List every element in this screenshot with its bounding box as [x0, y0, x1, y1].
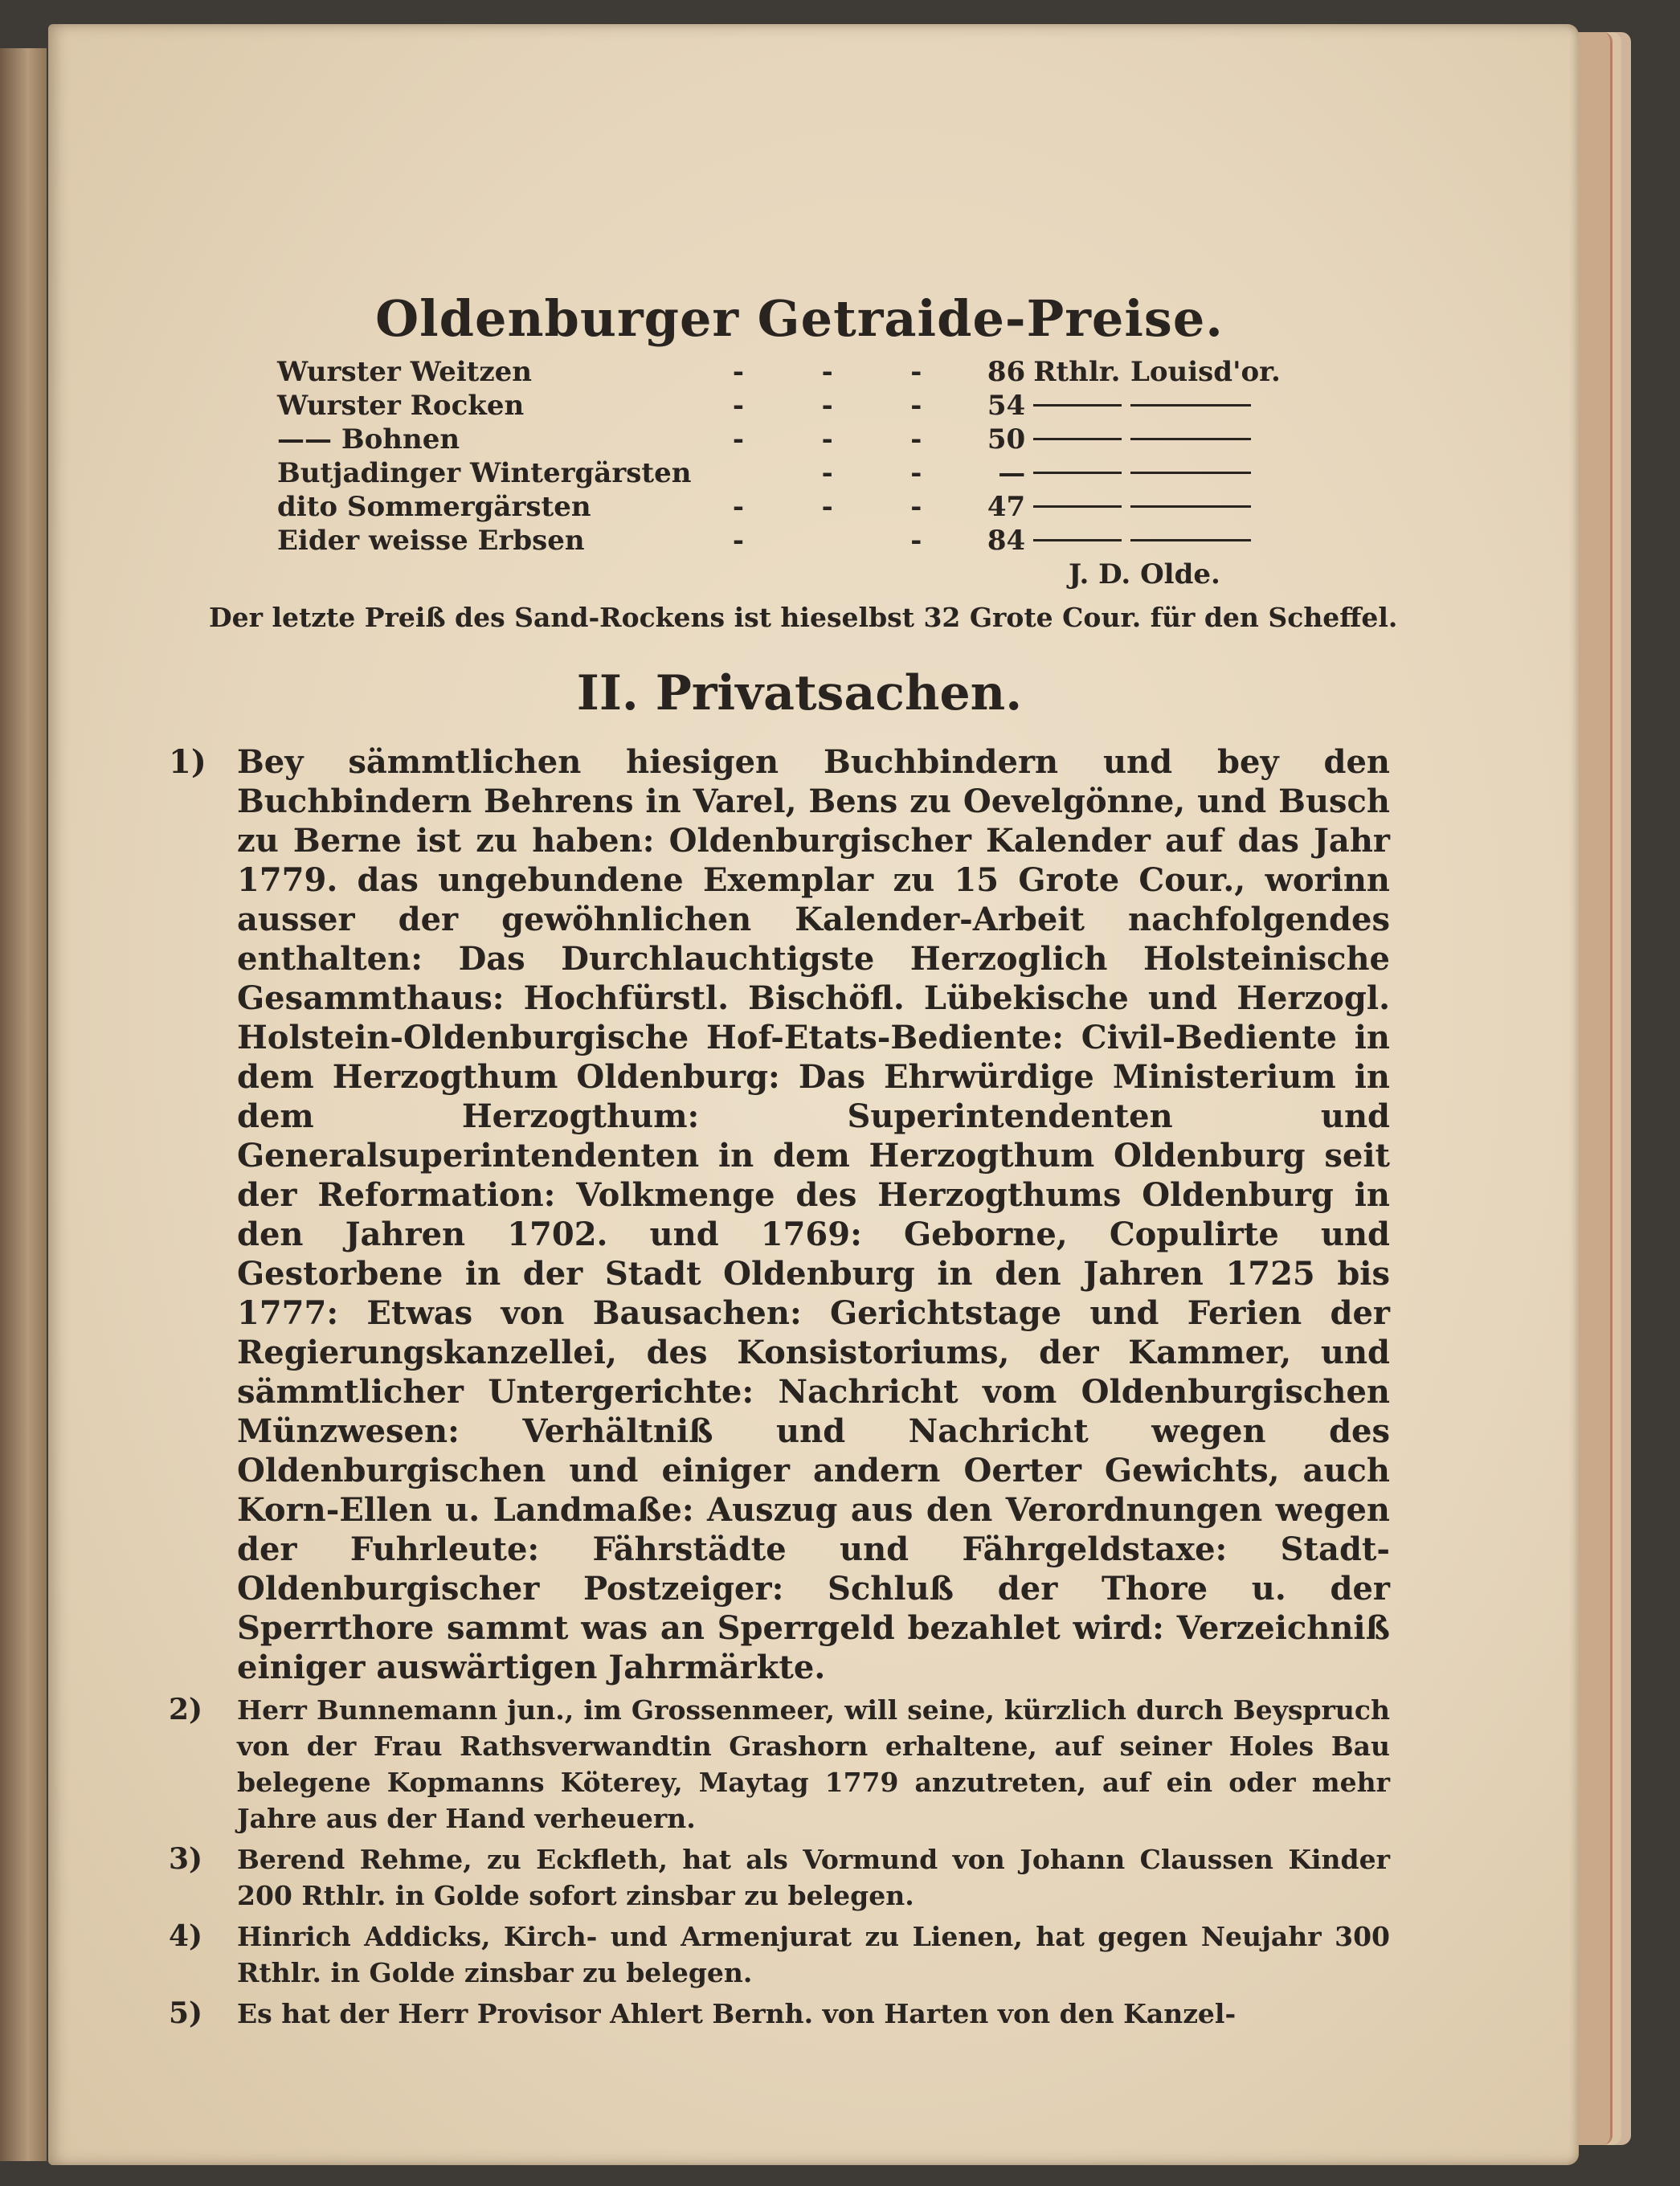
grain-name: Wurster Weitzen: [277, 356, 532, 388]
entry-number: 5): [169, 1996, 203, 2030]
grain-name: Wurster Rocken: [277, 390, 525, 422]
grain-name: Butjadinger Wintergärsten: [277, 457, 692, 489]
ditto-dash: -: [821, 390, 833, 422]
entries-list: [169, 742, 1390, 2032]
grain-name: Eider weisse Erbsen: [277, 525, 585, 557]
coin-unit: [1130, 523, 1281, 557]
price-value: 54: [987, 390, 1026, 422]
page-stack-edge: [1575, 32, 1613, 2145]
coin-unit: [1130, 489, 1281, 523]
price-row: [277, 354, 1281, 388]
ditto-dash: [783, 523, 872, 557]
price-heading: Oldenburger Getraide-Preise.: [375, 289, 1224, 348]
ditto-dash: -: [910, 491, 922, 523]
price-row: [277, 422, 1281, 456]
entry-number: 4): [169, 1919, 203, 1953]
entry-number: 1): [169, 743, 206, 781]
ditto-dash: -: [910, 423, 922, 456]
ditto-dash: -: [910, 525, 922, 557]
ditto-dash: -: [910, 457, 922, 489]
coin-unit: Louisd'or.: [1130, 356, 1281, 388]
price-row: [277, 489, 1281, 523]
facing-page-edge: [0, 48, 47, 2161]
entry-text: Hinrich Addicks, Kirch- und Armenjurat zu Lienen, hat gegen Neujahr 300 Rthlr. in Golde zinsbar zu belegen.: [237, 1921, 1390, 1988]
entry-item: [169, 742, 1390, 1687]
entry-text: Herr Bunnemann jun., im Grossenmeer, will seine, kürzlich durch Beyspruch von der Frau Rathsverwandtin Grashorn erhaltene, auf seiner Holes Bau belegene Kopmanns Köterey, Maytag 1779 anzutreten, auf ein oder mehr Jahre aus der Hand verheuern.: [237, 1694, 1390, 1834]
price-value: 86: [987, 356, 1026, 388]
rye-price-note: Der letzte Preiß des Sand-Rockens ist hieselbst 32 Grote Cour. für den Scheffel.: [209, 602, 1398, 633]
currency-unit: [1033, 489, 1130, 523]
ditto-dash: -: [821, 457, 833, 489]
ditto-line: [1130, 438, 1251, 440]
ditto-dash: -: [910, 390, 922, 422]
price-value: —: [998, 457, 1026, 489]
document-page: [48, 24, 1579, 2165]
ditto-dash: -: [732, 356, 745, 388]
ditto-dash: -: [821, 356, 833, 388]
currency-unit: [1033, 388, 1130, 422]
ditto-line: [1033, 505, 1122, 508]
ditto-line: [1033, 539, 1122, 541]
ditto-line: [1033, 438, 1122, 440]
ditto-line: [1130, 472, 1251, 474]
ditto-dash: -: [910, 356, 922, 388]
ditto-dash: -: [732, 491, 745, 523]
ditto-line: [1130, 505, 1251, 508]
entry-item: [169, 1918, 1390, 1991]
grain-name: —— Bohnen: [277, 423, 460, 456]
page-content: [169, 289, 1398, 2037]
price-value: 84: [987, 525, 1026, 557]
price-row: [277, 523, 1281, 557]
ditto-line: [1033, 472, 1122, 474]
price-value: 50: [987, 423, 1026, 456]
ditto-dash: -: [732, 423, 745, 456]
entry-text: Berend Rehme, zu Eckfleth, hat als Vormund von Johann Claussen Kinder 200 Rthlr. in Golde sofort zinsbar zu belegen.: [237, 1844, 1390, 1911]
entry-item: [169, 1692, 1390, 1837]
ditto-line: [1130, 539, 1251, 541]
ditto-dash: -: [732, 390, 745, 422]
coin-unit: [1130, 456, 1281, 489]
section-title: II. Privatsachen.: [576, 665, 1023, 721]
currency-unit: [1033, 456, 1130, 489]
entry-text: Bey sämmtlichen hiesigen Buchbindern und bey den Buchbindern Behrens in Varel, Bens zu Oevelgönne, und Busch zu Berne ist zu haben: Oldenburgischer Kalender auf das Jahr 1779. das ungebundene Exemplar zu 15 Grote Cour., worinn ausser der gewöhnlichen Kalender-Arbeit nachfolgendes enthalten: Das Durchlauchtigste Herzoglich Holsteinische Gesammthaus: Hochfürstl. Bischöfl. Lübekische und Herzogl. Holstein-Oldenburgische Hof-Etats-Bediente: Civil-Bediente in dem Herzogthum Oldenburg: Das Ehrwürdige Ministerium in dem Herzogthum: Superintendenten und Generalsuperintendenten in dem Herzogthum Oldenburg seit der Reformation: Volkmenge des Herzogthums Oldenburg in den Jahren 1702. und 1769: Geborne, Copulirte und Gestorbene in der Stadt Oldenburg in den Jahren 1725 bis 1777: Etwas von Bausachen: Gerichtstage und Ferien der Regierungskanzellei, des Konsistoriums, der Kammer, und sämmtlicher Untergerichte: Nachricht vom Oldenburgischen Münzwesen: Verhältniß und Nachricht wegen des Oldenburgischen und einiger andern Oerter Gewichts, auch Korn-Ellen u. Landmaße: Auszug aus den Verordnungen wegen der Fuhrleute: Fährstädte und Fährgeldstaxe: Stadt-Oldenburgischer Postzeiger: Schluß der Thore u. der Sperrthore sammt was an Sperrgeld bezahlet wird: Verzeichniß einiger auswärtigen Jahrmärkte.: [237, 743, 1390, 1686]
grain-name: dito Sommergärsten: [277, 491, 591, 523]
entry-text: Es hat der Herr Provisor Ahlert Bernh. von Harten von den Kanzel-: [237, 1998, 1236, 2029]
price-value: 47: [987, 491, 1026, 523]
currency-unit: Rthlr.: [1033, 356, 1121, 388]
entry-number: 2): [169, 1693, 203, 1726]
signature: J. D. Olde.: [1069, 558, 1220, 590]
price-row: [277, 456, 1281, 489]
coin-unit: [1130, 422, 1281, 456]
entry-number: 3): [169, 1842, 203, 1876]
ditto-dash: -: [821, 423, 833, 456]
currency-unit: [1033, 523, 1130, 557]
ditto-line: [1033, 404, 1122, 407]
ditto-dash: [694, 456, 783, 489]
coin-unit: [1130, 388, 1281, 422]
ditto-dash: -: [821, 491, 833, 523]
entry-item: [169, 1841, 1390, 1914]
ditto-dash: -: [732, 525, 745, 557]
currency-unit: [1033, 422, 1130, 456]
ditto-line: [1130, 404, 1251, 407]
entry-item: [169, 1996, 1390, 2032]
price-table: [277, 354, 1281, 557]
price-row: [277, 388, 1281, 422]
